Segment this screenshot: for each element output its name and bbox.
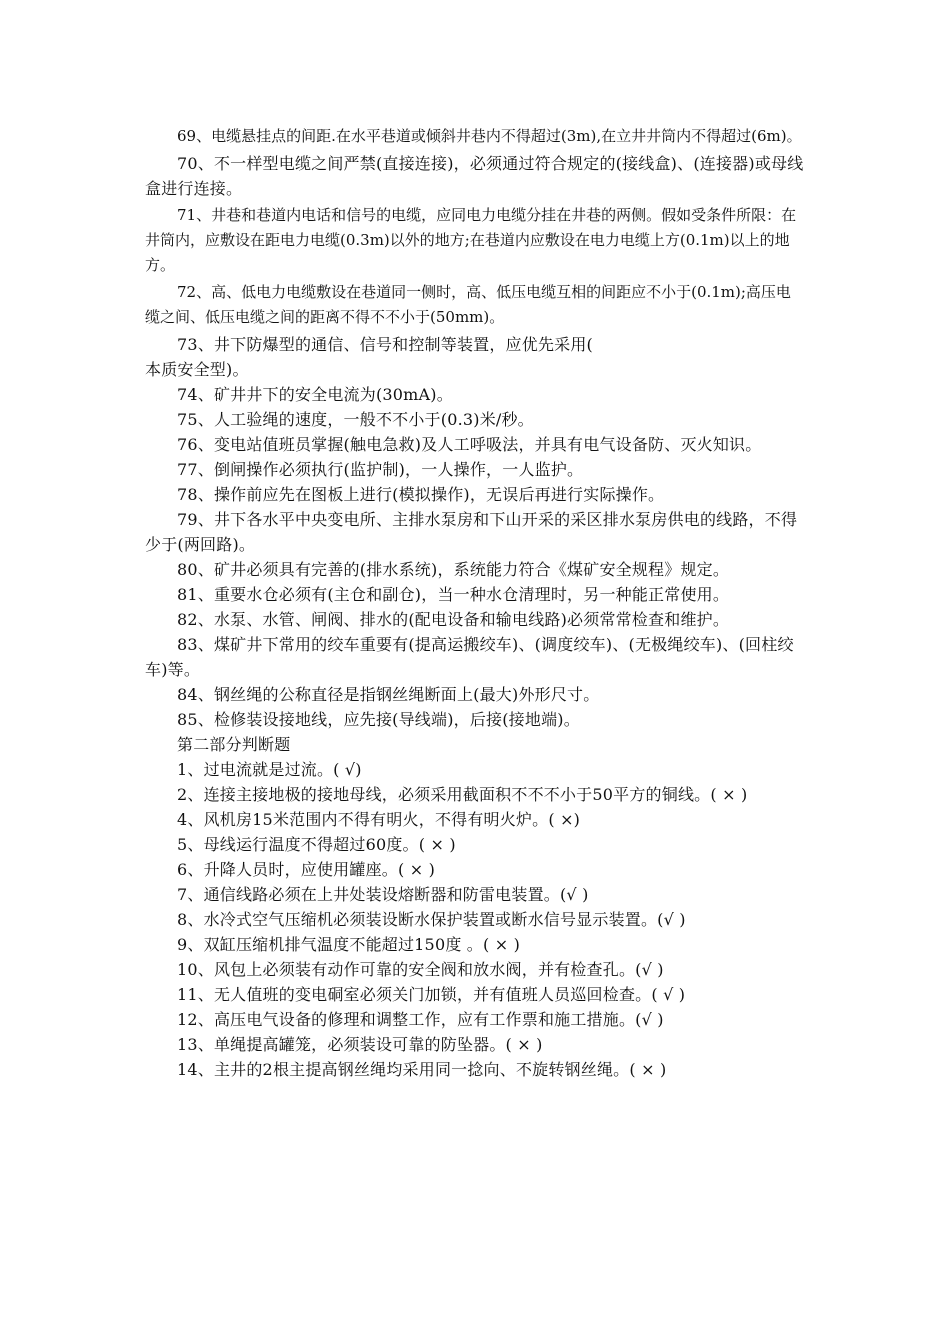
paragraph-82: 82、水泵、水管、闸阀、排水的(配电设备和输电线路)必须常常检查和维护。 (177, 610, 730, 629)
paragraph-80: 80、矿井必须具有完善的(排水系统)，系统能力符合《煤矿安全规程》规定。 (177, 560, 730, 579)
judgment-2: 2、连接主接地极的接地母线，必须采用截面积不不不小于50平方的铜线。( × ) (177, 785, 748, 804)
judgment-14: 14、主井的2根主提高钢丝绳均采用同一捻向、不旋转钢丝绳。( × ) (177, 1060, 667, 1079)
paragraph-85: 85、检修装设接地线，应先接(导线端)，后接(接地端)。 (177, 710, 580, 729)
paragraph-83: 83、煤矿井下常用的绞车重要有(提高运搬绞车)、(调度绞车)、(无极绳绞车)、(回柱绞车)等。 (145, 635, 794, 679)
paragraph-73-continued: 本质安全型)。 (145, 360, 249, 379)
judgment-9: 9、双缸压缩机排气温度不能超过150度 。( × ) (177, 935, 521, 954)
paragraph-76: 76、变电站值班员掌握(触电急救)及人工呼吸法，并具有电气设备防、灭火知识。 (177, 435, 762, 454)
paragraph-84: 84、钢丝绳的公称直径是指钢丝绳断面上(最大)外形尺寸。 (177, 685, 600, 704)
paragraph-72: 72、高、低电力电缆敷设在巷道同一侧时，高、低压电缆互相的间距应不小于(0.1m);高压电缆之间、低压电缆之间的距离不得不不小于(50mm)。 (145, 283, 791, 326)
paragraph-79: 79、井下各水平中央变电所、主排水泵房和下山开采的采区排水泵房供电的线路，不得少于(两回路)。 (145, 510, 798, 554)
section-heading: 第二部分判断题 (177, 735, 291, 754)
judgment-12: 12、高压电气设备的修理和调整工作，应有工作票和施工措施。(√ ) (177, 1010, 664, 1029)
paragraph-78: 78、操作前应先在图板上进行(模拟操作)，无误后再进行实际操作。 (177, 485, 665, 504)
judgment-4: 4、风机房15米范围内不得有明火，不得有明火炉。( ×) (177, 810, 581, 829)
judgment-10: 10、风包上必须装有动作可靠的安全阀和放水阀，并有检查孔。(√ ) (177, 960, 664, 979)
judgment-1: 1、过电流就是过流。( √) (177, 760, 362, 779)
paragraph-75: 75、人工验绳的速度，一般不不小于(0.3)米/秒。 (177, 410, 534, 429)
document-body (145, 124, 805, 1082)
paragraph-69: 69、电缆悬挂点的间距.在水平巷道或倾斜井巷内不得超过(3m),在立井井筒内不得超过(6m)。 (177, 127, 802, 145)
judgment-7: 7、通信线路必须在上井处装设熔断器和防雷电装置。(√ ) (177, 885, 589, 904)
judgment-13: 13、单绳提高罐笼，必须装设可靠的防坠器。( × ) (177, 1035, 543, 1054)
judgment-6: 6、升降人员时，应使用罐座。( × ) (177, 860, 436, 879)
paragraph-73: 73、井下防爆型的通信、信号和控制等装置，应优先采用( (177, 335, 594, 354)
paragraph-70: 70、不一样型电缆之间严禁(直接连接)，必须通过符合规定的(接线盒)、(连接器)或母线盒进行连接。 (145, 154, 804, 198)
paragraph-71: 71、井巷和巷道内电话和信号的电缆，应同电力电缆分挂在井巷的两侧。假如受条件所限：在井筒内，应敷设在距电力电缆(0.3m)以外的地方;在巷道内应敷设在电力电缆上方(0.1m)以上的地方。 (145, 206, 797, 274)
paragraph-81: 81、重要水仓必须有(主仓和副仓)，当一种水仓清理时，另一种能正常使用。 (177, 585, 730, 604)
judgment-8: 8、水冷式空气压缩机必须装设断水保护装置或断水信号显示装置。(√ ) (177, 910, 686, 929)
paragraph-77: 77、倒闸操作必须执行(监护制)，一人操作，一人监护。 (177, 460, 584, 479)
judgment-5: 5、母线运行温度不得超过60度。( × ) (177, 835, 456, 854)
judgment-11: 11、无人值班的变电硐室必须关门加锁，并有值班人员巡回检查。( √ ) (177, 985, 686, 1004)
paragraph-74: 74、矿井井下的安全电流为(30mA)。 (177, 385, 453, 404)
